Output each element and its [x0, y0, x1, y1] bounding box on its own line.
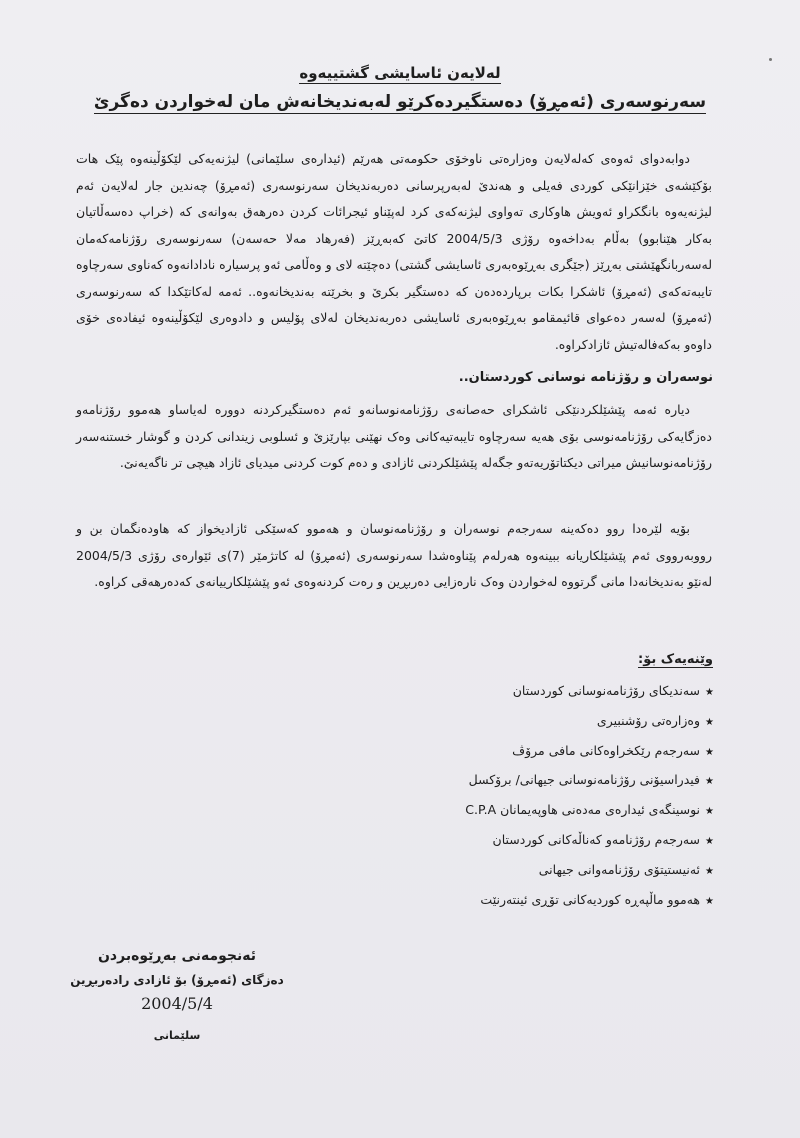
- paragraph-1: [76, 146, 712, 382]
- header-line-1: لەلایەن ئاسایشی گشتییەوە: [299, 64, 501, 82]
- signature-date: 2004/5/4: [141, 994, 213, 1013]
- header-title: [0, 64, 800, 82]
- header-line-2: سەرنوسەری (ئەمڕۆ) دەستگیردەکرێو لەبەندیخانەش مان لەخواردن دەگرێ: [93, 92, 707, 112]
- star-bullet-icon: ★: [705, 776, 714, 788]
- star-bullet-icon: ★: [705, 746, 714, 758]
- cc-label-text: وێنەیەک بۆ:: [638, 652, 713, 667]
- signature-subtitle: دەزگای (ئەمڕۆ) بۆ ئازادی رادەربڕین: [70, 973, 284, 987]
- paragraph-3: [76, 516, 712, 628]
- star-bullet-icon: ★: [705, 687, 714, 698]
- cc-list: [294, 676, 714, 914]
- cc-list-item: ★هەموو ماڵپەڕە کوردیەکانی تۆڕی ئینتەرنێت: [480, 891, 714, 907]
- paragraph-2-text: دیارە ئەمە پێشێلکردنێکی ئاشکرای حەصانەی رۆژنامەنوسانەو ئەم دەستگیرکردنە دووره لەیاساو هەموو رۆژنامەو دەزگایەکی رۆژنامەنوسی بۆی هەیە سەرچاوە تایبەتیەکانی وەک نهێنی بپارێزێ و ئسلوبی زیندانی کردن و گوشار خستنەسەر رۆژنامەنوسانیش میراتی دیکتاتۆریەتەو جگەلە پێشێلکردنی ئازادی و دەم کوت کردنی میدیای ئازاد هیچی تر ناگەیەنێ.: [76, 402, 712, 470]
- cc-label: [513, 652, 713, 667]
- paragraph-2: [76, 397, 712, 509]
- star-bullet-icon: ★: [705, 865, 714, 877]
- cc-list-item: ★سەندیکای رۆژنامەنوسانی کوردستان: [512, 683, 714, 698]
- scan-speck: [769, 58, 772, 61]
- cc-list-item: ★فیدراسیۆنی رۆژنامەنوسانی جیهانی/ برۆکسل: [468, 772, 714, 788]
- star-bullet-icon: ★: [705, 895, 714, 907]
- star-bullet-icon: ★: [705, 835, 714, 847]
- paragraph-3-text: بۆیە لێرەدا روو دەکەینە سەرجەم نوسەران و رۆژنامەنوسان و هەموو کەسێکی ئازادیخواز کە هاودەنگمان بن و رووبەرووی ئەم پێشێلکاریانە ببینەوە هەرلەم پێناوەشدا سەرنوسەری (ئەمڕۆ) لە کاتژمێر (7)ی ئێوارەی رۆژی 2004/5/3 لەنێو بەندیخانەدا مانی گرتووە لەخواردن وەک نارەزایی دەربڕین و رەت کردنەوەی ئەو پێشێلکارییانەی کەدەرهەقی کراوە.: [76, 521, 712, 589]
- subheading: نوسەران و رۆژنامە نوسانی کوردستان..: [458, 370, 713, 385]
- signature-org: ئەنجومەنی بەڕێوەبردن: [97, 948, 256, 964]
- signature-city: سلێمانی: [153, 1029, 201, 1042]
- cc-list-item: ★وەزارەتی رۆشنبیری: [596, 712, 714, 728]
- cc-list-item: ★نوسینگەی ئیدارەی مەدەنی هاوپەیمانان C.P.A: [465, 802, 714, 818]
- cc-list-item: ★سەرجەم رۆژنامەو کەناڵەکانی کوردستان: [492, 831, 714, 847]
- star-bullet-icon: ★: [705, 716, 714, 728]
- paragraph-1-text: دوابەدوای ئەوەی کەلەلایەن وەزارەتی ناوخۆی حکومەتی هەرێم (ئیدارەی سلێمانی) لیژنەیەکی لێکۆڵینەوە پێک هات بۆکێشەی خێزانێکی کوردی فەیلی و هەندێ لەبەرپرسانی دەربەندیخان سەرنوسەری (ئەمڕۆ) چەندین جار لەلایەن ئەم لیژنەیەوە بانگکراو ئەویش هاوکاری تەواوی لیژنەکەی کرد لەپێناو ئیجرائات کردن دەرهەق بەوانەی کە (خراپ دەسەڵاتیان بەکار هێنابوو) بەڵام بەداخەوە رۆژی 2004/5/3 کاتێ کەبەڕێز (فەرهاد مەلا حەسەن) سەرنوسەری رۆژنامەکەمان لەسەربانگهێشتی بەڕێز (جێگری بەڕێوەبەری ئاسایشی گشتی) دەچێتە لای و وەڵامی ئەو پرسیارە نادادانەوە کەناوی سەرچاوە تایبەتەکەی (ئەمڕۆ) ئاشکرا بکات برپاردەدەن کە دەستگیر بکرێ و بخرێتە بەندیخانەوە.. ئەمە لەکاتێکدا کە سەرنوسەری (ئەمڕۆ) لەسەر دەعوای قائیمقامو بەڕێوەبەری ئاسایشی دەربەندیخان لەلای پۆلیس و دادوەری لێکۆڵینەوە ئیفادەی خۆی داوەو بەکەفالەتیش ئازادکراوە.: [76, 151, 713, 352]
- star-bullet-icon: ★: [705, 806, 714, 818]
- cc-list-item: ★سەرجەم رێکخراوەکانی مافی مرۆڤ: [512, 742, 714, 758]
- cc-list-item: ★ئەنیستیتۆی رۆژنامەوانی جیهانی: [538, 861, 714, 877]
- header-subtitle: [0, 92, 800, 112]
